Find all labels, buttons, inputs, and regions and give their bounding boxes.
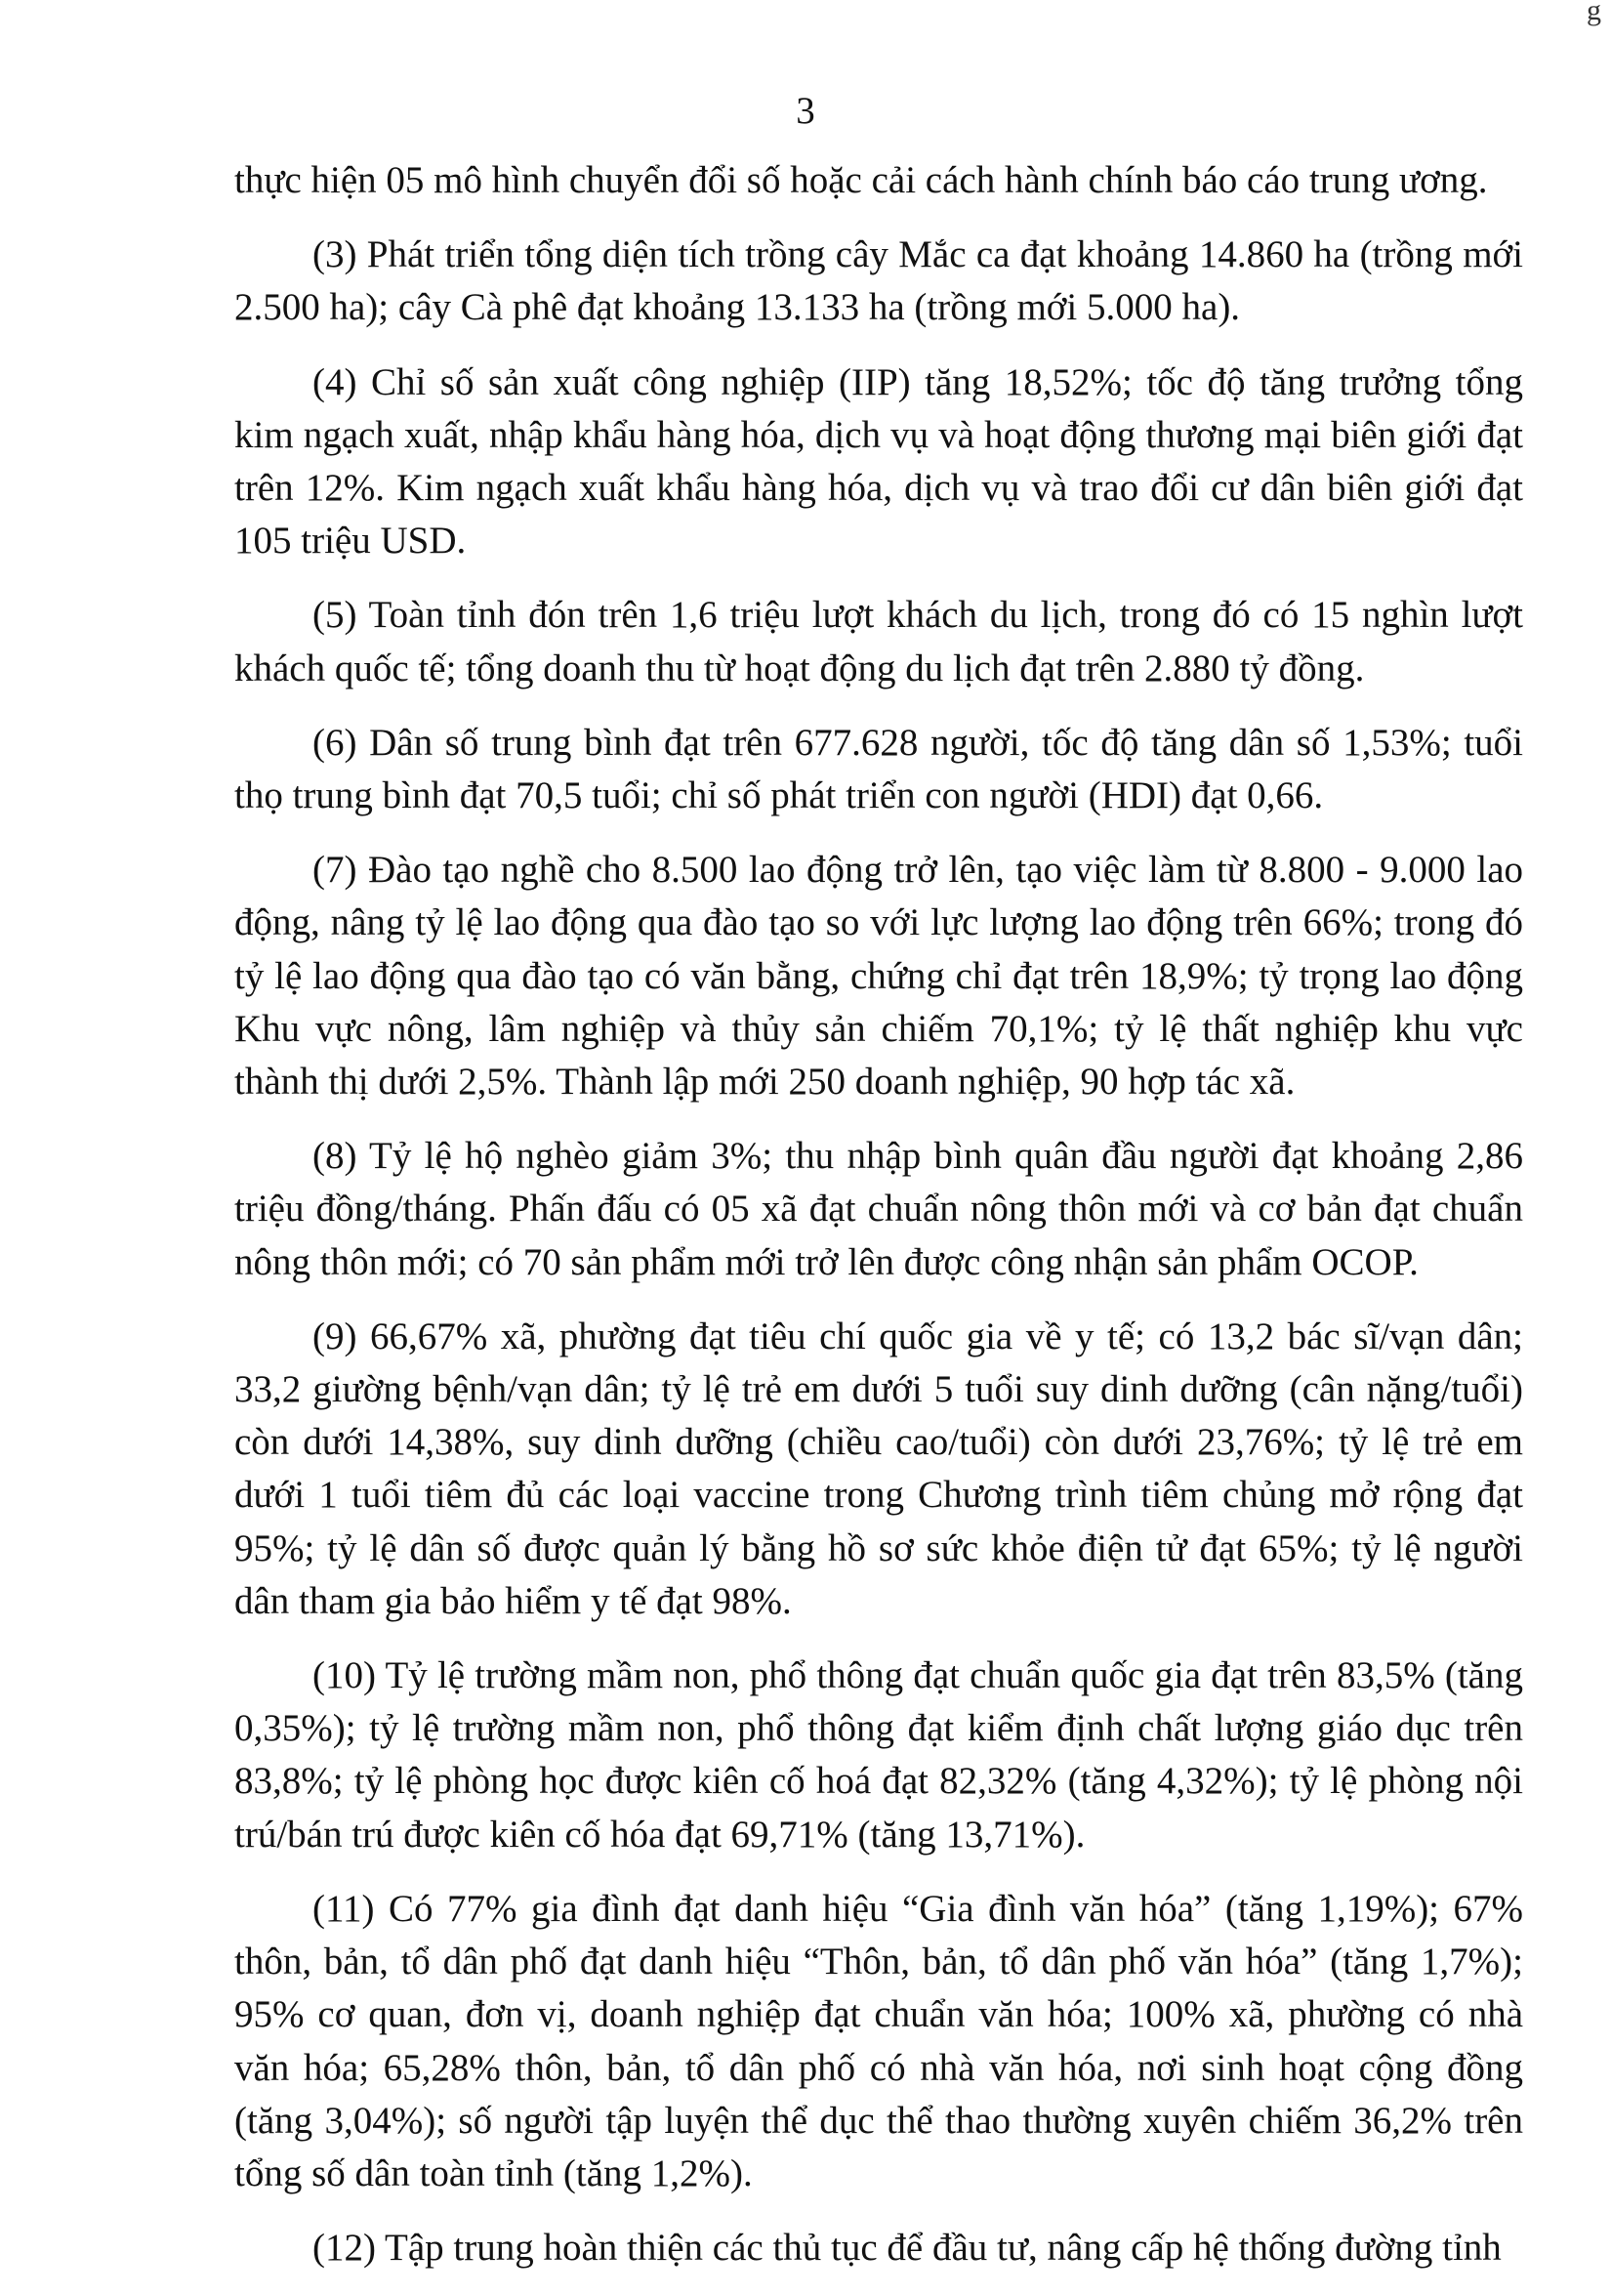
paragraph-item-6: (6) Dân số trung bình đạt trên 677.628 người, tốc độ tăng dân số 1,53%; tuổi thọ trung bình đạt 70,5 tuổi; chỉ số phát triển con người (HDI) đạt 0,66. <box>234 721 1523 817</box>
corner-mark: g <box>1587 0 1601 26</box>
paragraph-item-12: (12) Tập trung hoàn thiện các thủ tục để đầu tư, nâng cấp hệ thống đường tỉnh <box>312 2227 1502 2270</box>
paragraph-item-4: (4) Chỉ số sản xuất công nghiệp (IIP) tăng 18,52%; tốc độ tăng trưởng tổng kim ngạch xuất, nhập khẩu hàng hóa, dịch vụ và hoạt động thương mại biên giới đạt trên 12%. Kim ngạch xuất khẩu hàng hóa, dịch vụ và trao đổi cư dân biên giới đạt 105 triệu USD. <box>234 360 1523 563</box>
paragraph-item-7: (7) Đào tạo nghề cho 8.500 lao động trở lên, tạo việc làm từ 8.800 - 9.000 lao động, nâng tỷ lệ lao động qua đào tạo so với lực lượng lao động trên 66%; trong đó tỷ lệ lao động qua đào tạo có văn bằng, chứng chỉ đạt trên 18,9%; tỷ trọng lao động Khu vực nông, lâm nghiệp và thủy sản chiếm 70,1%; tỷ lệ thất nghiệp khu vực thành thị dưới 2,5%. Thành lập mới 250 doanh nghiệp, 90 hợp tác xã. <box>234 849 1523 1104</box>
page-number: 3 <box>796 90 815 132</box>
paragraph-item-3: (3) Phát triển tổng diện tích trồng cây Mắc ca đạt khoảng 14.860 ha (trồng mới 2.500 ha); cây Cà phê đạt khoảng 13.133 ha (trồng mới 5.000 ha). <box>234 233 1523 329</box>
paragraph-item-8: (8) Tỷ lệ hộ nghèo giảm 3%; thu nhập bình quân đầu người đạt khoảng 2,86 triệu đồng/tháng. Phấn đấu có 05 xã đạt chuẩn nông thôn mới và cơ bản đạt chuẩn nông thôn mới; có 70 sản phẩm mới trở lên được công nhận sản phẩm OCOP. <box>234 1135 1523 1283</box>
body-text <box>234 154 1523 2296</box>
paragraph-item-5: (5) Toàn tỉnh đón trên 1,6 triệu lượt khách du lịch, trong đó có 15 nghìn lượt khách quốc tế; tổng doanh thu từ hoạt động du lịch đạt trên 2.880 tỷ đồng. <box>234 594 1523 689</box>
paragraph-item-10: (10) Tỷ lệ trường mầm non, phổ thông đạt chuẩn quốc gia đạt trên 83,5% (tăng 0,35%); tỷ lệ trường mầm non, phổ thông đạt kiểm định chất lượng giáo dục trên 83,8%; tỷ lệ phòng học được kiên cố hoá đạt 82,32% (tăng 4,32%); tỷ lệ phòng nội trú/bán trú được kiên cố hóa đạt 69,71% (tăng 13,71%). <box>234 1654 1523 1856</box>
paragraph-continuation: thực hiện 05 mô hình chuyển đổi số hoặc cải cách hành chính báo cáo trung ương. <box>234 159 1488 201</box>
paragraph-item-11: (11) Có 77% gia đình đạt danh hiệu “Gia đình văn hóa” (tăng 1,19%); 67% thôn, bản, tổ dân phố đạt danh hiệu “Thôn, bản, tổ dân phố văn hóa” (tăng 1,7%); 95% cơ quan, đơn vị, doanh nghiệp đạt chuẩn văn hóa; 100% xã, phường có nhà văn hóa; 65,28% thôn, bản, tổ dân phố có nhà văn hóa, nơi sinh hoạt cộng đồng (tăng 3,04%); số người tập luyện thể dục thể thao thường xuyên chiếm 36,2% trên tổng số dân toàn tỉnh (tăng 1,2%). <box>234 1887 1523 2194</box>
paragraph-item-9: (9) 66,67% xã, phường đạt tiêu chí quốc gia về y tế; có 13,2 bác sĩ/vạn dân; 33,2 giường bệnh/vạn dân; tỷ lệ trẻ em dưới 5 tuổi suy dinh dưỡng (cân nặng/tuổi) còn dưới 14,38%, suy dinh dưỡng (chiều cao/tuổi) còn dưới 23,76%; tỷ lệ trẻ em dưới 1 tuổi tiêm đủ các loại vaccine trong Chương trình tiêm chủng mở rộng đạt 95%; tỷ lệ dân số được quản lý bằng hồ sơ sức khỏe điện tử đạt 65%; tỷ lệ người dân tham gia bảo hiểm y tế đạt 98%. <box>234 1315 1523 1622</box>
